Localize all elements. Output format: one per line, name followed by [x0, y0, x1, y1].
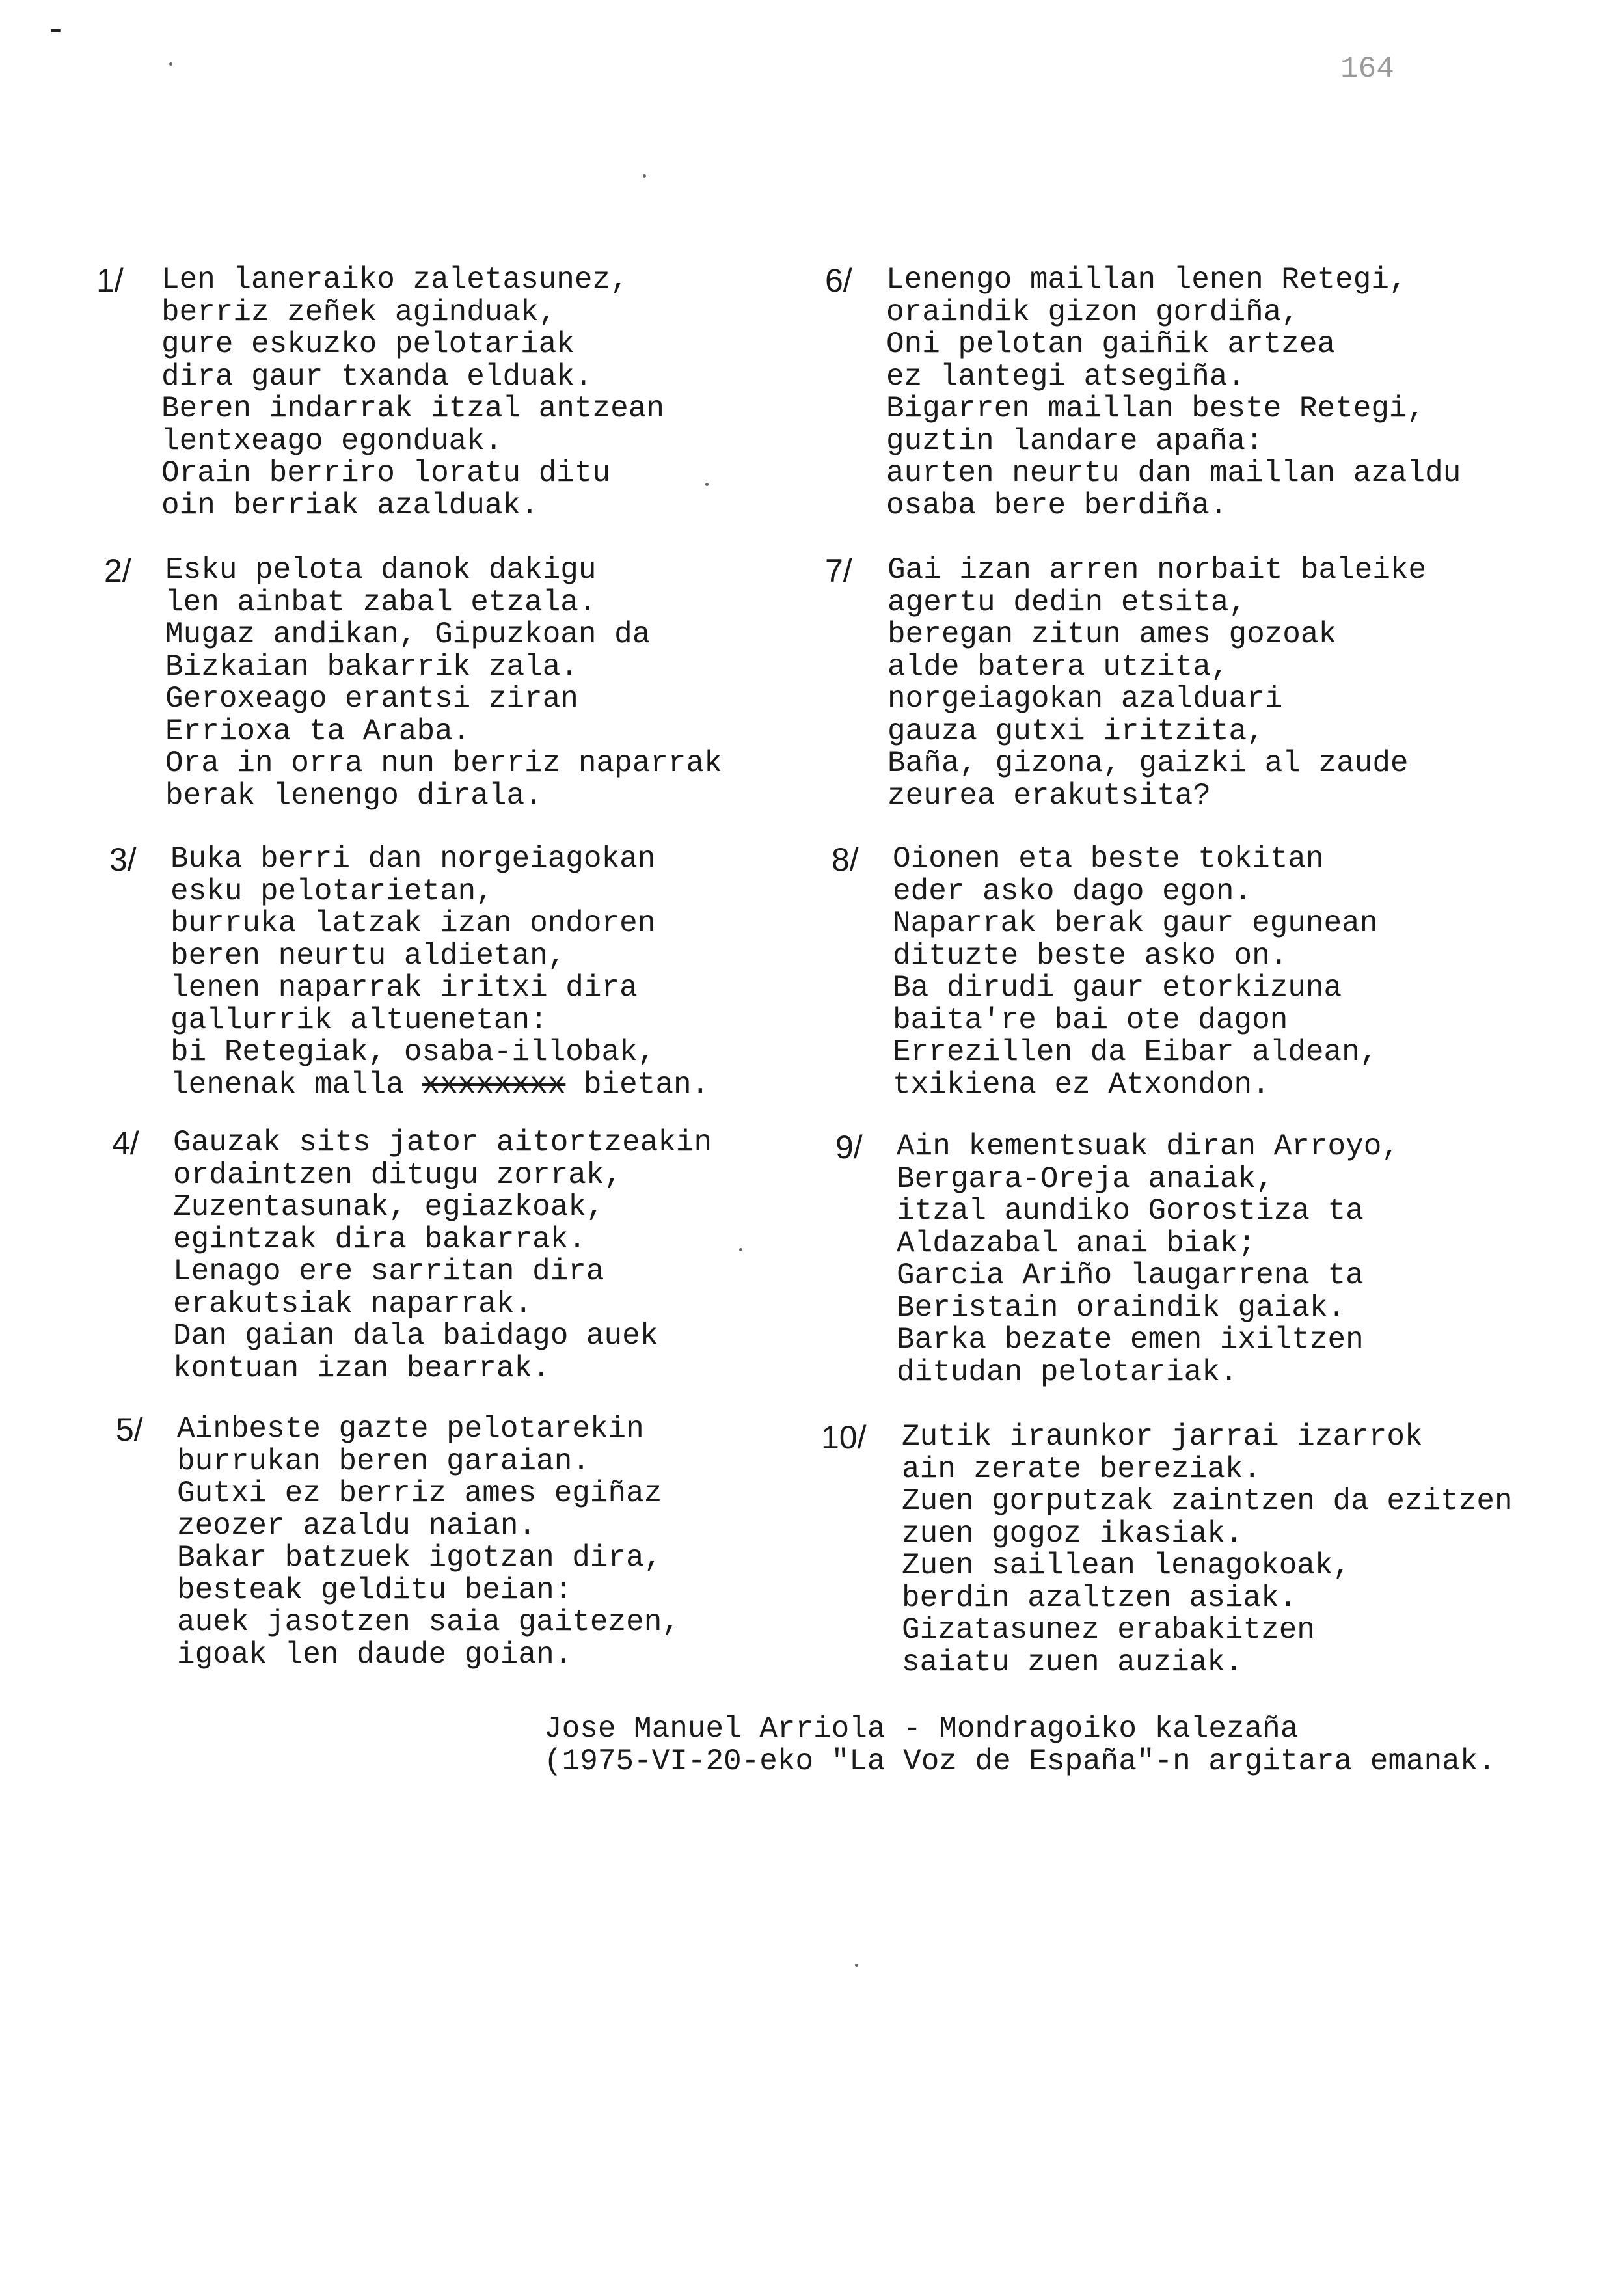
verse-line: burruka latzak izan ondoren	[170, 906, 656, 940]
verse-line: baita're bai ote dagon	[893, 1003, 1288, 1037]
verse-line: Errezillen da Eibar aldean,	[893, 1035, 1378, 1069]
verse-text: bietan.	[583, 1067, 710, 1102]
scan-speck	[739, 1248, 742, 1251]
verse-line: ez lantegi atsegiña.	[886, 359, 1246, 394]
verse-line: Errioxa ta Araba.	[165, 714, 471, 748]
verse-line: len ainbat zabal etzala.	[165, 585, 597, 619]
verse-line	[170, 1069, 709, 1102]
verse-line: ditudan pelotariak.	[897, 1355, 1238, 1389]
verse-line: igoak len daude goian.	[177, 1637, 573, 1672]
verse-line: berriz zeñek aginduak,	[161, 295, 557, 329]
verse-line: Len laneraiko zaletasunez,	[161, 263, 629, 297]
verse-line: gallurrik altuenetan:	[170, 1003, 548, 1037]
verse-line: kontuan izan bearrak.	[173, 1351, 550, 1385]
verse-line: Barka bezate emen ixiltzen	[897, 1323, 1364, 1357]
verse-line: gauza gutxi iritzita,	[887, 714, 1265, 748]
stanza-number: 9/	[835, 1129, 863, 1165]
verse-line: Oionen eta beste tokitan	[893, 842, 1324, 876]
verse-line: Dan gaian dala baidago auek	[173, 1319, 658, 1353]
verse-line: Gai izan arren norbait baleike	[887, 553, 1427, 587]
scan-speck	[169, 62, 172, 66]
verse-line: Lenago ere sarritan dira	[173, 1255, 604, 1288]
verse-line: ain zerate bereziak.	[902, 1452, 1262, 1486]
stanza-number: 6/	[825, 262, 852, 299]
stanza-number: 5/	[116, 1411, 143, 1448]
verse-line: berdin azaltzen asiak.	[902, 1581, 1297, 1615]
attribution	[544, 1713, 1496, 1778]
stanza-number: 1/	[96, 262, 124, 299]
verse-text: lenenak malla	[170, 1067, 404, 1102]
stanza-number: 8/	[832, 841, 859, 878]
verse-line: agertu dedin etsita,	[887, 585, 1247, 619]
verse-line: eder asko dago egon.	[893, 874, 1252, 908]
verse-line: esku pelotarietan,	[170, 874, 494, 908]
scan-speck	[705, 483, 709, 486]
verse-line: Zuzentasunak, egiazkoak,	[173, 1190, 604, 1224]
verse-line: lenen naparrak iritxi dira	[170, 971, 638, 1005]
page-number-mark: 164	[1340, 52, 1394, 86]
verse-line: saiatu zuen auziak.	[902, 1645, 1243, 1679]
verse-line: zuen gogoz ikasiak.	[902, 1516, 1243, 1551]
verse-line: Bizkaian bakarrik zala.	[165, 649, 578, 684]
verse-line: Bakar batzuek igotzan dira,	[177, 1541, 662, 1575]
verse-line: Lenengo maillan lenen Retegi,	[886, 263, 1407, 297]
verse-line: Beristain oraindik gaiak.	[897, 1290, 1346, 1325]
verse-line: Bigarren maillan beste Retegi,	[886, 392, 1426, 426]
verse-line: zeurea erakutsita?	[887, 778, 1211, 813]
verse-line: burrukan beren garaian.	[177, 1444, 590, 1478]
author-line: Jose Manuel Arriola - Mondragoiko kalezaña	[544, 1712, 1299, 1746]
verse-line: erakutsiak naparrak.	[173, 1286, 533, 1321]
struck-out-text: xxxxxxxx	[422, 1067, 566, 1102]
publication-line: (1975-VI-20-eko "La Voz de España"-n argitara emanak.	[544, 1745, 1496, 1778]
stanza-number: 3/	[109, 841, 137, 878]
verse-line: norgeiagokan azalduari	[887, 682, 1283, 716]
verse-line: Ain kementsuak diran Arroyo,	[897, 1130, 1400, 1163]
stanza-number: 7/	[825, 552, 852, 589]
verse-line: Naparrak berak gaur egunean	[893, 906, 1378, 940]
verse-line: Buka berri dan norgeiagokan	[170, 842, 656, 876]
verse-line: besteak gelditu beian:	[177, 1573, 573, 1607]
verse-line: Baña, gizona, gaizki al zaude	[887, 746, 1409, 780]
verse-line: lentxeago egonduak.	[161, 424, 503, 458]
verse-line: Oni pelotan gaiñik artzea	[886, 327, 1336, 361]
verse-line: txikiena ez Atxondon.	[893, 1067, 1270, 1102]
corner-mark: -	[46, 12, 74, 50]
verse-line: Gizatasunez erabakitzen	[902, 1613, 1315, 1647]
verse-line: zeozer azaldu naian.	[177, 1508, 537, 1543]
verse-line: Ba dirudi gaur etorkizuna	[893, 971, 1342, 1005]
scan-speck	[643, 174, 646, 178]
verse-line: Geroxeago erantsi ziran	[165, 682, 578, 716]
verse-line: guztin landare apaña:	[886, 424, 1264, 458]
verse-line: Bergara-Oreja anaiak,	[897, 1161, 1274, 1196]
verse-line: aurten neurtu dan maillan azaldu	[886, 456, 1461, 490]
stanza-number: 10/	[821, 1419, 867, 1456]
verse-line: itzal aundiko Gorostiza ta	[897, 1194, 1364, 1228]
verse-line: Esku pelota danok dakigu	[165, 553, 597, 587]
verse-line: Beren indarrak itzal antzean	[161, 392, 664, 426]
verse-line: dituzte beste asko on.	[893, 938, 1288, 973]
verse-line: alde batera utzita,	[887, 649, 1229, 684]
verse-line: Ora in orra nun berriz naparrak	[165, 746, 722, 780]
verse-line: Gauzak sits jator aitortzeakin	[173, 1126, 712, 1160]
verse-line: Ainbeste gazte pelotarekin	[177, 1412, 644, 1446]
stanza-number: 4/	[112, 1125, 139, 1161]
verse-line: bi Retegiak, osaba-illobak,	[170, 1035, 656, 1069]
verse-line: Orain berriro loratu ditu	[161, 456, 611, 490]
verse-line: osaba bere berdiña.	[886, 488, 1228, 523]
verse-line: Zutik iraunkor jarrai izarrok	[902, 1420, 1423, 1454]
verse-line: oraindik gizon gordiña,	[886, 295, 1299, 329]
verse-line: gure eskuzko pelotariak	[161, 327, 575, 361]
verse-line: Garcia Ariño laugarrena ta	[897, 1258, 1364, 1292]
verse-line: Zuen saillean lenagokoak,	[902, 1549, 1351, 1582]
verse-line: Mugaz andikan, Gipuzkoan da	[165, 618, 651, 651]
verse-line: ordaintzen ditugu zorrak,	[173, 1158, 623, 1192]
verse-line: Aldazabal anai biak;	[897, 1226, 1256, 1260]
scan-speck	[855, 1964, 858, 1967]
verse-line: oin berriak azalduak.	[161, 488, 539, 523]
verse-line: dira gaur txanda elduak.	[161, 359, 593, 394]
verse-line: auek jasotzen saia gaitezen,	[177, 1605, 680, 1639]
verse-line: egintzak dira bakarrak.	[173, 1222, 586, 1256]
verse-line: berak lenengo dirala.	[165, 778, 543, 813]
verse-line: beren neurtu aldietan,	[170, 938, 566, 973]
verse-line: Zuen gorputzak zaintzen da ezitzen	[902, 1484, 1513, 1518]
verse-line: beregan zitun ames gozoak	[887, 618, 1337, 651]
verse-line: Gutxi ez berriz ames egiñaz	[177, 1476, 662, 1510]
stanza-number: 2/	[104, 552, 131, 589]
